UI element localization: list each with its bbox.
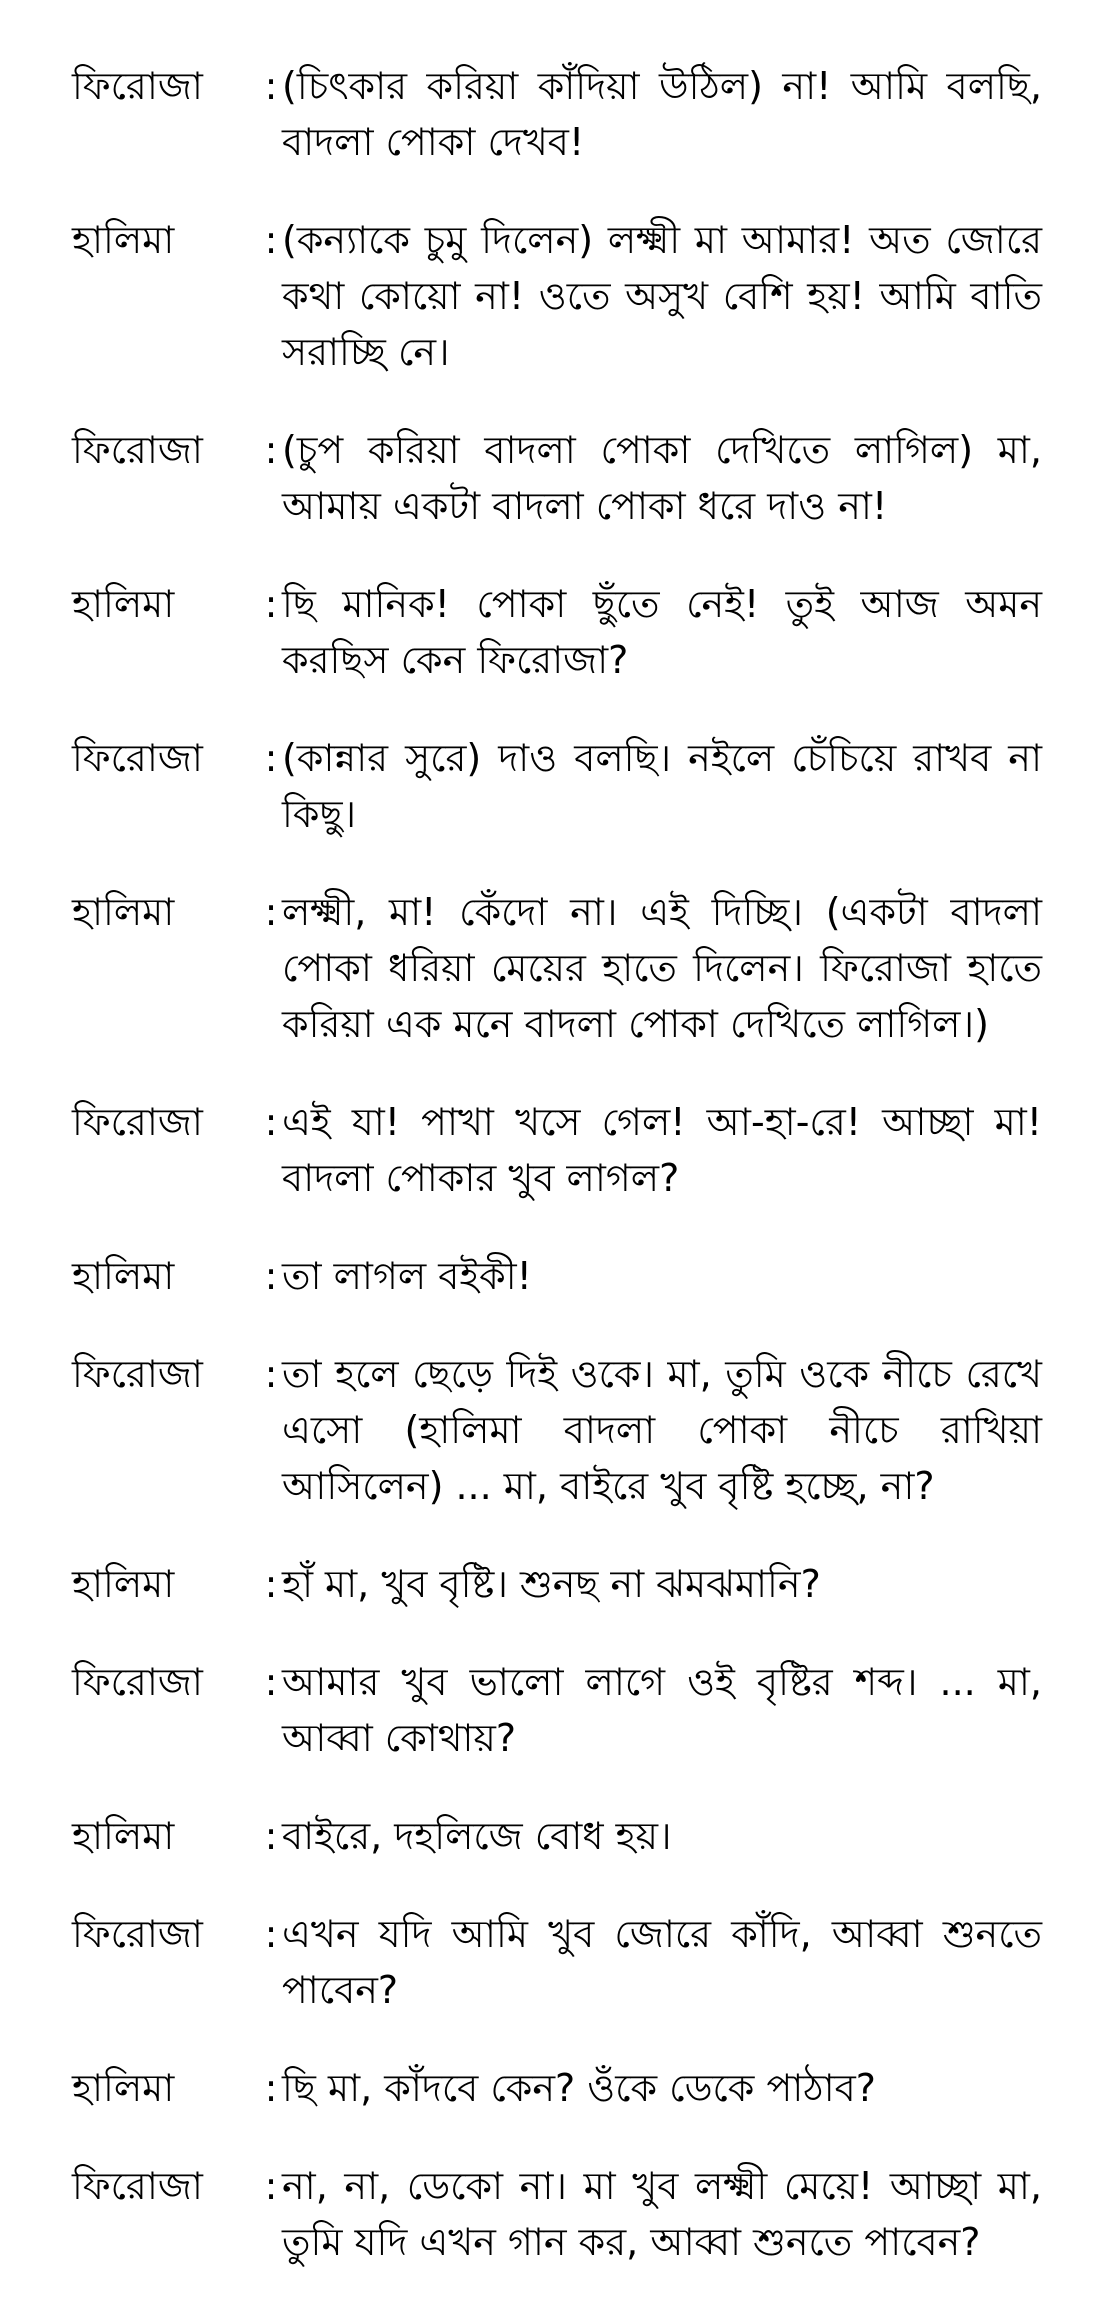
dialogue-entry bbox=[72, 1906, 1042, 2018]
dialogue-entry bbox=[72, 1654, 1042, 1766]
speech-text: (চিৎকার করিয়া কাঁদিয়া উঠিল) না! আমি বলছি, বাদলা পোকা দেখব! bbox=[282, 64, 1042, 164]
speaker-colon: : bbox=[264, 1352, 278, 1396]
dialogue-entry bbox=[72, 884, 1042, 1052]
speaker-colon: : bbox=[264, 1814, 278, 1858]
speech-text: তা লাগল বইকী! bbox=[282, 1254, 532, 1298]
speech-text: বাইরে, দহলিজে বোধ হয়। bbox=[282, 1814, 672, 1858]
dialogue-entry bbox=[72, 1556, 1042, 1612]
speech-text: (চুপ করিয়া বাদলা পোকা দেখিতে লাগিল) মা, আমায় একটা বাদলা পোকা ধরে দাও না! bbox=[282, 428, 1042, 528]
dialogue-entry bbox=[72, 1808, 1042, 1864]
speech-text: এখন যদি আমি খুব জোরে কাঁদি, আব্বা শুনতে পাবেন? bbox=[282, 1912, 1042, 2012]
speaker-colon: : bbox=[264, 1100, 278, 1144]
dialogue-entry bbox=[72, 1094, 1042, 1206]
speech-text: না, না, ডেকো না। মা খুব লক্ষ্মী মেয়ে! আচ্ছা মা, তুমি যদি এখন গান কর, আব্বা শুনতে পাবেন? bbox=[282, 2164, 1042, 2264]
speaker-colon: : bbox=[264, 1562, 278, 1606]
speaker-colon: : bbox=[264, 64, 278, 108]
speaker-colon: : bbox=[264, 890, 278, 934]
speaker-colon: : bbox=[264, 1660, 278, 1704]
speaker-name: ফিরোজা bbox=[72, 2164, 203, 2208]
speaker-colon: : bbox=[264, 218, 278, 262]
speaker-name: হালিমা bbox=[72, 1814, 175, 1858]
dialogue-entry bbox=[72, 422, 1042, 534]
play-dialogue bbox=[72, 58, 1042, 2270]
speech-text: হাঁ মা, খুব বৃষ্টি। শুনছ না ঝমঝমানি? bbox=[282, 1562, 821, 1606]
dialogue-entry bbox=[72, 576, 1042, 688]
dialogue-entry bbox=[72, 212, 1042, 380]
speech-text: এই যা! পাখা খসে গেল! আ-হা-রে! আচ্ছা মা! বাদলা পোকার খুব লাগল? bbox=[282, 1100, 1042, 1200]
speaker-name: ফিরোজা bbox=[72, 1912, 203, 1956]
speaker-colon: : bbox=[264, 2164, 278, 2208]
dialogue-entry bbox=[72, 2060, 1042, 2116]
dialogue-entry bbox=[72, 1346, 1042, 1514]
dialogue-entry bbox=[72, 1248, 1042, 1304]
speaker-name: হালিমা bbox=[72, 218, 175, 262]
speech-text: ছি মা, কাঁদবে কেন? ওঁকে ডেকে পাঠাব? bbox=[282, 2066, 876, 2110]
speaker-colon: : bbox=[264, 582, 278, 626]
speaker-name: হালিমা bbox=[72, 1562, 175, 1606]
speaker-name: হালিমা bbox=[72, 2066, 175, 2110]
speaker-name: ফিরোজা bbox=[72, 1100, 203, 1144]
dialogue-entry bbox=[72, 2158, 1042, 2270]
speaker-colon: : bbox=[264, 1254, 278, 1298]
speaker-colon: : bbox=[264, 2066, 278, 2110]
speech-text: লক্ষ্মী, মা! কেঁদো না। এই দিচ্ছি। (একটা বাদলা পোকা ধরিয়া মেয়ের হাতে দিলেন। ফিরোজা হাতে করিয়া এক মনে বাদলা পোকা দেখিতে লাগিল।) bbox=[282, 890, 1042, 1046]
speaker-name: ফিরোজা bbox=[72, 1352, 203, 1396]
speaker-name: হালিমা bbox=[72, 582, 175, 626]
speaker-name: হালিমা bbox=[72, 890, 175, 934]
speaker-colon: : bbox=[264, 428, 278, 472]
speaker-name: ফিরোজা bbox=[72, 1660, 203, 1704]
speech-text: (কন্যাকে চুমু দিলেন) লক্ষ্মী মা আমার! অত জোরে কথা কোয়ো না! ওতে অসুখ বেশি হয়! আমি বাতি সরাচ্ছি নে। bbox=[282, 218, 1042, 374]
speech-text: আমার খুব ভালো লাগে ওই বৃষ্টির শব্দ। ... মা, আব্বা কোথায়? bbox=[282, 1660, 1042, 1760]
dialogue-entry bbox=[72, 58, 1042, 170]
speech-text: তা হলে ছেড়ে দিই ওকে। মা, তুমি ওকে নীচে রেখে এসো (হালিমা বাদলা পোকা নীচে রাখিয়া আসিলেন) ... মা, বাইরে খুব বৃষ্টি হচ্ছে, না? bbox=[282, 1352, 1042, 1508]
speaker-colon: : bbox=[264, 1912, 278, 1956]
speaker-name: ফিরোজা bbox=[72, 736, 203, 780]
speech-text: ছি মানিক! পোকা ছুঁতে নেই! তুই আজ অমন করছিস কেন ফিরোজা? bbox=[282, 582, 1042, 682]
speech-text: (কান্নার সুরে) দাও বলছি। নইলে চেঁচিয়ে রাখব না কিছু। bbox=[282, 736, 1042, 836]
speaker-name: ফিরোজা bbox=[72, 64, 203, 108]
speaker-colon: : bbox=[264, 736, 278, 780]
speaker-name: ফিরোজা bbox=[72, 428, 203, 472]
speaker-name: হালিমা bbox=[72, 1254, 175, 1298]
dialogue-entry bbox=[72, 730, 1042, 842]
